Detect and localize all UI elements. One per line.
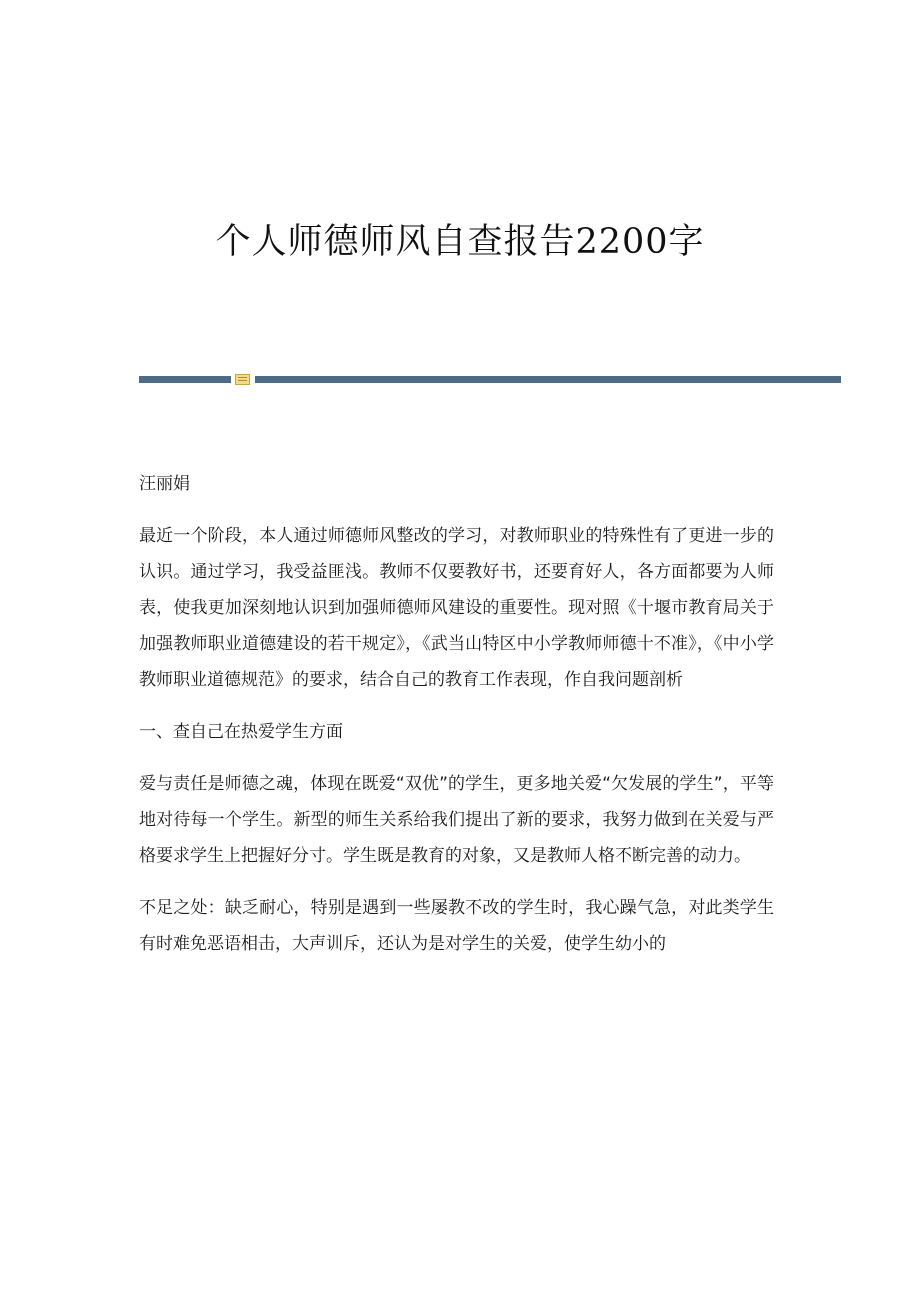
document-body — [139, 466, 774, 978]
divider-bar-left — [139, 376, 231, 383]
section-heading: 一、查自己在热爱学生方面 — [139, 722, 343, 742]
paragraph-intro: 最近一个阶段，本人通过师德师风整改的学习，对教师职业的特殊性有了更进一步的认识。通过学习，我受益匪浅。教师不仅要教好书，还要育好人，各方面都要为人师表，使我更加深刻地认识到加强师德师风建设的重要性。现对照《十堰市教育局关于加强教师职业道德建设的若干规定》，《武当山特区中小学教师师德十不准》，《中小学教师职业道德规范》的要求，结合自己的教育工作表现，作自我问题剖析 — [139, 526, 774, 690]
divider-bar-right — [255, 376, 841, 383]
page-title: 个人师德师风自查报告2200字 — [215, 222, 705, 262]
paragraph-love-students: 爱与责任是师德之魂，体现在既爱“双优”的学生，更多地关爱“欠发展的学生”，平等地对待每一个学生。新型的师生关系给我们提出了新的要求，我努力做到在关爱与严格要求学生上把握好分寸。学生既是教育的对象，又是教师人格不断完善的动力。 — [139, 774, 774, 866]
title-divider — [139, 374, 841, 386]
envelope-ornament-icon — [235, 374, 250, 385]
paragraph-shortcomings: 不足之处：缺乏耐心，特别是遇到一些屡教不改的学生时，我心躁气急，对此类学生有时难免恶语相击，大声训斥，还认为是对学生的关爱，使学生幼小的 — [139, 898, 774, 954]
author-name: 汪丽娟 — [139, 474, 190, 494]
